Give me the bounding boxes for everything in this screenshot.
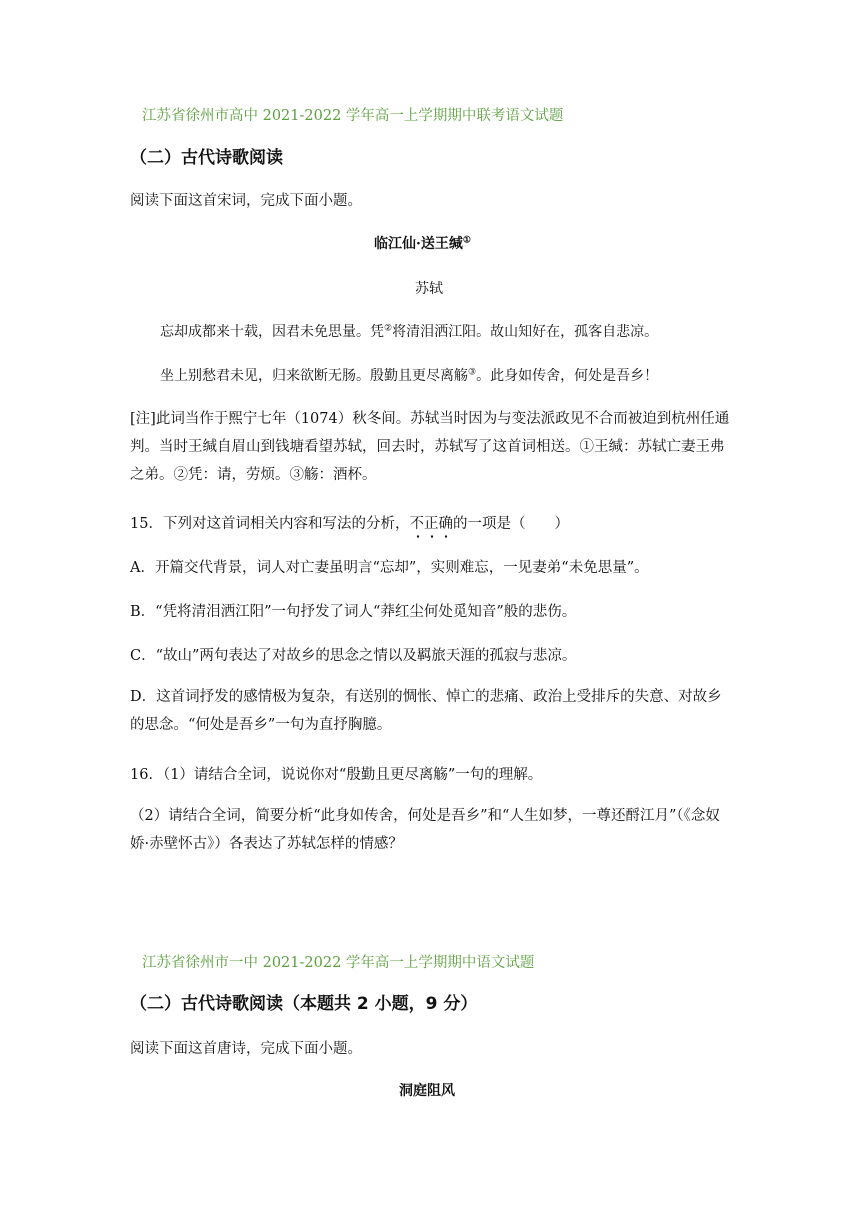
- poem-line-2-footnote: ③: [468, 367, 477, 378]
- question-15-prefix: 15．下列对这首词相关内容和写法的分析，: [130, 516, 410, 532]
- option-a: A．开篇交代背景，词人对亡妻虽明言“忘却”，实则难忘，一见妻弟“未免思量”。: [130, 560, 649, 576]
- poem-line-2: [160, 365, 658, 385]
- poem-title-2: 洞庭阻风: [399, 1083, 455, 1099]
- poem-title-1: [374, 233, 471, 253]
- option-d: D．这首词抒发的感情极为复杂，有送别的惆怅、悼亡的悲痛、政治上受排斥的失意、对故乡的思念。“何处是吾乡”一句为直抒胸臆。: [130, 689, 722, 733]
- question-15: [130, 512, 569, 533]
- instruction-1: 阅读下面这首宋词，完成下面小题。: [130, 193, 362, 209]
- source-label-2: 江苏省徐州市一中 2021-2022 学年高一上学期期中语文试题: [142, 955, 535, 971]
- poem-annotation: [注]此词当作于熙宁七年（1074）秋冬间。苏轼当时因为与变法派政见不合而被迫到杭州任通判。当时王缄自眉山到钱塘看望苏轼，回去时，苏轼写了这首词相送。①王缄：苏轼亡妻王弗之弟。②凭：请，劳烦。③觞：酒杯。: [130, 411, 730, 483]
- question-16-2: （2）请结合全词，简要分析“此身如传舍，何处是吾乡”和“人生如梦，一尊还酹江月”（《念奴娇·赤壁怀古》）各表达了苏轼怎样的情感？: [130, 808, 720, 852]
- source-label-1: 江苏省徐州市高中 2021-2022 学年高一上学期期中联考语文试题: [142, 108, 564, 124]
- section-title-2: （二）古代诗歌阅读（本题共 2 小题，9 分）: [130, 994, 478, 1014]
- poem-line-1-b: 将清泪洒江阳。故山知好在，孤客自悲凉。: [392, 324, 659, 340]
- poem-title-text: 临江仙·送王缄: [374, 236, 463, 252]
- poem-line-2-a: 坐上别愁君未见，归来欲断无肠。殷勤且更尽离觞: [160, 368, 468, 384]
- option-c: C．“故山”两句表达了对故乡的思念之情以及羁旅天涯的孤寂与悲凉。: [130, 648, 577, 664]
- poem-line-1-footnote: ②: [384, 323, 393, 334]
- option-b: B．“凭将清泪洒江阳”一句抒发了词人“莽红尘何处觅知音”般的悲伤。: [130, 604, 577, 620]
- question-15-emphasis: 不正确: [409, 516, 453, 532]
- question-16-1: 16．（1）请结合全词，说说你对“殷勤且更尽离觞”一句的理解。: [130, 767, 543, 783]
- poem-title-footnote: ①: [462, 235, 471, 246]
- poem-line-1: [160, 321, 658, 341]
- instruction-2: 阅读下面这首唐诗，完成下面小题。: [130, 1041, 362, 1057]
- poem-line-1-a: 忘却成都来十载，因君未免思量。凭: [160, 324, 384, 340]
- poem-line-2-b: 。此身如传舍，何处是吾乡！: [476, 368, 659, 384]
- question-15-suffix: 的一项是（ ）: [452, 516, 569, 532]
- poem-author-1: 苏轼: [415, 281, 443, 297]
- section-title-1: （二）古代诗歌阅读: [130, 148, 283, 168]
